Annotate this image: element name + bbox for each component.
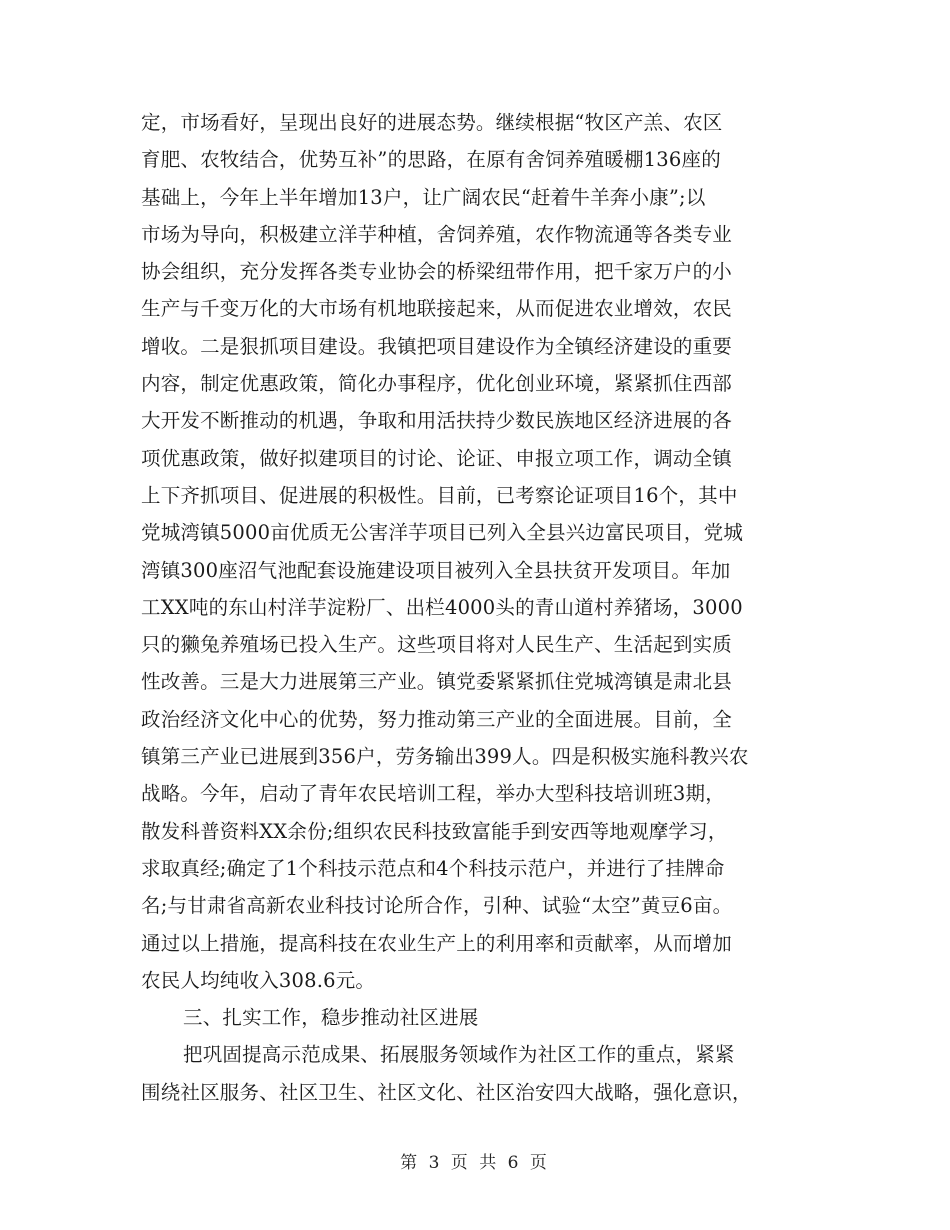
text-line: 名;与甘肃省高新农业科技讨论所合作，引种、试验“太空”黄豆6亩。 bbox=[141, 894, 733, 918]
text-line: 协会组织，充分发挥各类专业协会的桥梁纽带作用，把千家万户的小 bbox=[141, 260, 733, 284]
text-line: 战略。今年，启动了青年农民培训工程，举办大型科技培训班3期， bbox=[141, 782, 725, 806]
text-line: 定，市场看好，呈现出良好的进展态势。继续根据“牧区产羔、农区 bbox=[141, 111, 723, 134]
text-line: 围绕社区服务、社区卫生、社区文化、社区治安四大战略，强化意识， bbox=[141, 1080, 752, 1104]
text-line: 通过以上措施，提高科技在农业生产上的利用率和贡献率，从而增加 bbox=[141, 931, 733, 955]
text-line: 育肥、农牧结合，优势互补”的思路，在原有舍饲养殖暖棚136座的 bbox=[141, 148, 721, 172]
text-line: 湾镇300座沼气池配套设施建设项目被列入全县扶贫开发项目。年加 bbox=[141, 558, 731, 582]
text-line: 求取真经;确定了1个科技示范点和4个科技示范户，并进行了挂牌命 bbox=[141, 856, 725, 880]
text-line: 党城湾镇5000亩优质无公害洋芋项目已列入全县兴边富民项目，党城 bbox=[141, 521, 744, 545]
text-line: 基础上，今年上半年增加13户，让广阔农民“赶着牛羊奔小康”;以 bbox=[141, 185, 706, 209]
text-line: 内容，制定优惠政策，简化办事程序，优化创业环境，紧紧抓住西部 bbox=[141, 372, 733, 396]
text-line: 上下齐抓项目、促进展的积极性。目前，已考察论证项目16个，其中 bbox=[141, 483, 738, 507]
text-line: 大开发不断推动的机遇，争取和用活扶持少数民族地区经济进展的各 bbox=[141, 409, 733, 433]
text-line: 市场为导向，积极建立洋芋种植，舍饲养殖，农作物流通等各类专业 bbox=[141, 222, 733, 246]
text-line: 农民人均纯收入308.6元。 bbox=[141, 968, 376, 992]
text-line: 增收。二是狠抓项目建设。我镇把项目建设作为全镇经济建设的重要 bbox=[141, 334, 733, 358]
text-line: 只的獭兔养殖场已投入生产。这些项目将对人民生产、生活起到实质 bbox=[141, 633, 733, 657]
body-text bbox=[141, 104, 821, 1111]
text-line: 镇第三产业已进展到356户，劳务输出399人。四是积极实施科教兴农 bbox=[141, 745, 749, 769]
text-line: 生产与千变万化的大市场有机地联接起来，从而促进农业增效，农民 bbox=[141, 297, 733, 321]
text-line: 把巩固提高示范成果、拓展服务领域作为社区工作的重点，紧紧 bbox=[183, 1043, 735, 1067]
text-line: 工XX吨的东山村洋芋淀粉厂、出栏4000头的青山道村养猪场，3000 bbox=[141, 595, 743, 619]
text-line: 项优惠政策，做好拟建项目的讨论、论证、申报立项工作，调动全镇 bbox=[141, 446, 733, 470]
text-line: 散发科普资料XX余份;组织农民科技致富能手到安西等地观摩学习， bbox=[141, 819, 728, 843]
section-heading: 三、扎实工作，稳步推动社区进展 bbox=[183, 1006, 479, 1030]
page-number: 第 3 页 共 6 页 bbox=[400, 1153, 550, 1173]
text-line: 政治经济文化中心的优势，努力推动第三产业的全面进展。目前，全 bbox=[141, 707, 733, 731]
text-line: 性改善。三是大力进展第三产业。镇党委紧紧抓住党城湾镇是肃北县 bbox=[141, 670, 733, 694]
